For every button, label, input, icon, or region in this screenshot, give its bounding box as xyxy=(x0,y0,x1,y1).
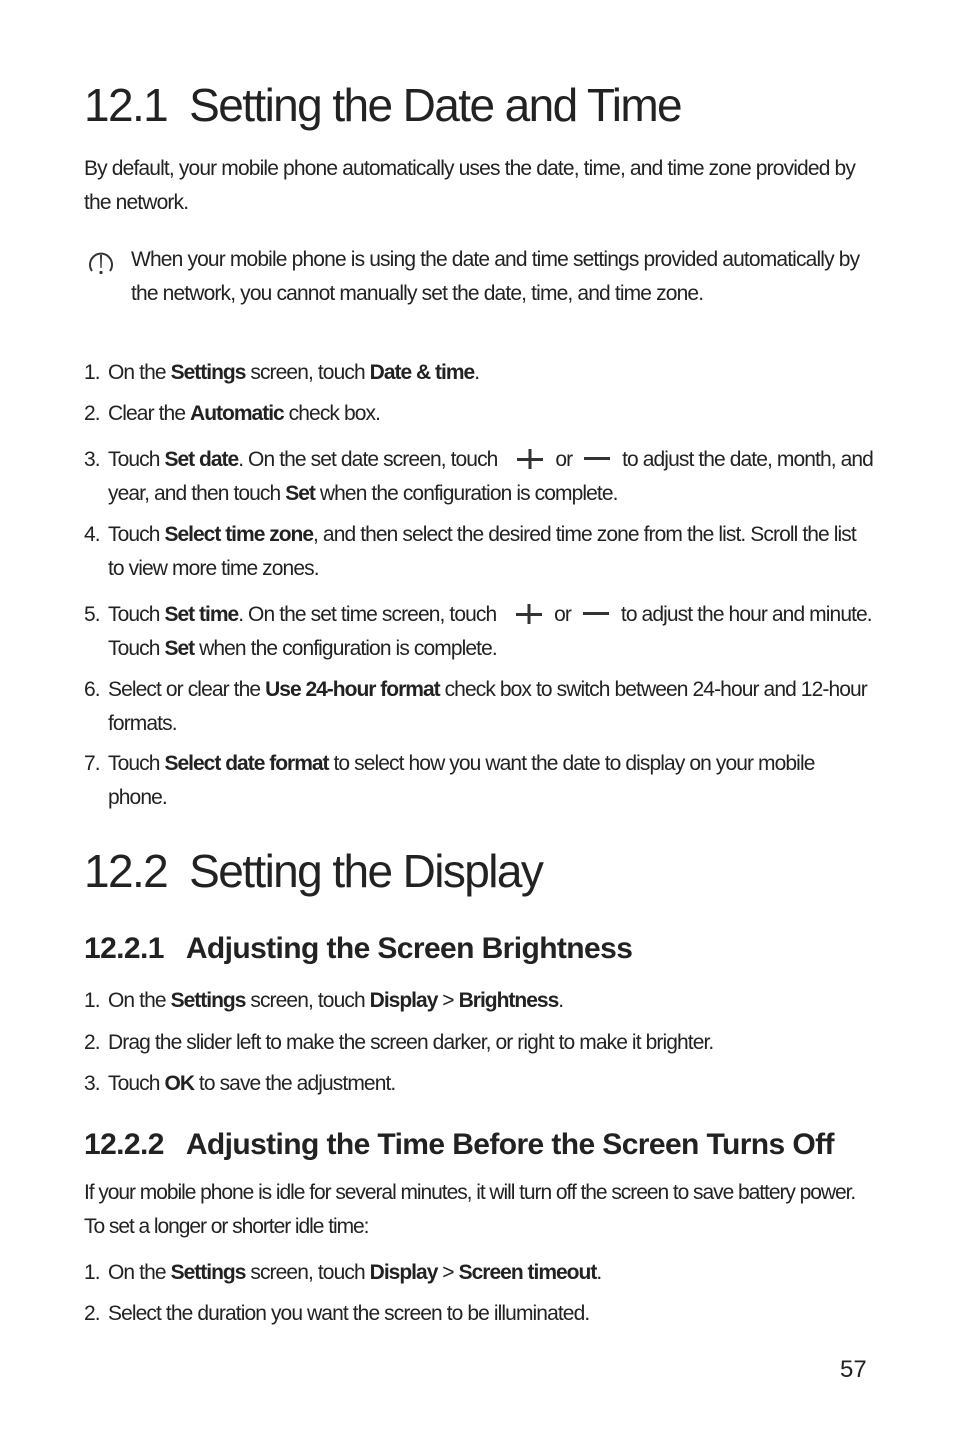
step-2-2-2: 2. Select the duration you want the screen to be illuminated. xyxy=(84,1302,590,1325)
step-1-1: 1. On the Settings screen, touch Date & time. xyxy=(84,361,480,384)
subsection-heading-12-2-1: 12.2.1 Adjusting the Screen Brightness xyxy=(84,932,633,965)
plus-icon xyxy=(515,604,543,624)
caution-icon xyxy=(86,249,116,279)
note-text: When your mobile phone is using the date and time settings provided automatically by the network, you cannot manually set the date, time, and time zone. xyxy=(131,248,860,305)
step-1-3: 3. Touch Set date. On the set date screen, touch or to adjust the date, month, and year, and then touch Set when the configuration is complete. xyxy=(84,448,873,505)
timeout-intro-paragraph: If your mobile phone is idle for several minutes, it will turn off the screen to save battery power. To set a longer or shorter idle time: xyxy=(84,1181,856,1238)
section-heading-12-1: 12.1 Setting the Date and Time xyxy=(84,79,682,131)
intro-paragraph: By default, your mobile phone automatically uses the date, time, and time zone provided by the network. xyxy=(84,157,855,214)
step-2-1-3: 3. Touch OK to save the adjustment. xyxy=(84,1072,396,1095)
section-heading-12-2: 12.2 Setting the Display xyxy=(84,845,543,897)
subsection-heading-12-2-2: 12.2.2 Adjusting the Time Before the Screen Turns Off xyxy=(84,1128,834,1161)
step-1-2: 2. Clear the Automatic check box. xyxy=(84,402,381,425)
step-1-6: 6. Select or clear the Use 24-hour format check box to switch between 24-hour and 12-hour formats. xyxy=(84,678,867,735)
step-2-1-1: 1. On the Settings screen, touch Display > Brightness. xyxy=(84,989,564,1012)
step-1-5: 5. Touch Set time. On the set time screen, touch or to adjust the hour and minute. Touch Set when the configuration is complete. xyxy=(84,603,872,660)
step-1-4: 4. Touch Select time zone, and then select the desired time zone from the list. Scroll the list to view more time zones. xyxy=(84,523,856,580)
step-2-1-2: 2. Drag the slider left to make the screen darker, or right to make it brighter. xyxy=(84,1031,714,1054)
minus-icon xyxy=(582,604,610,624)
page-number: 57 xyxy=(840,1356,867,1383)
plus-icon xyxy=(516,449,544,469)
step-1-7: 7. Touch Select date format to select how you want the date to display on your mobile phone. xyxy=(84,752,815,809)
minus-icon xyxy=(583,449,611,469)
step-2-2-1: 1. On the Settings screen, touch Display > Screen timeout. xyxy=(84,1261,602,1284)
